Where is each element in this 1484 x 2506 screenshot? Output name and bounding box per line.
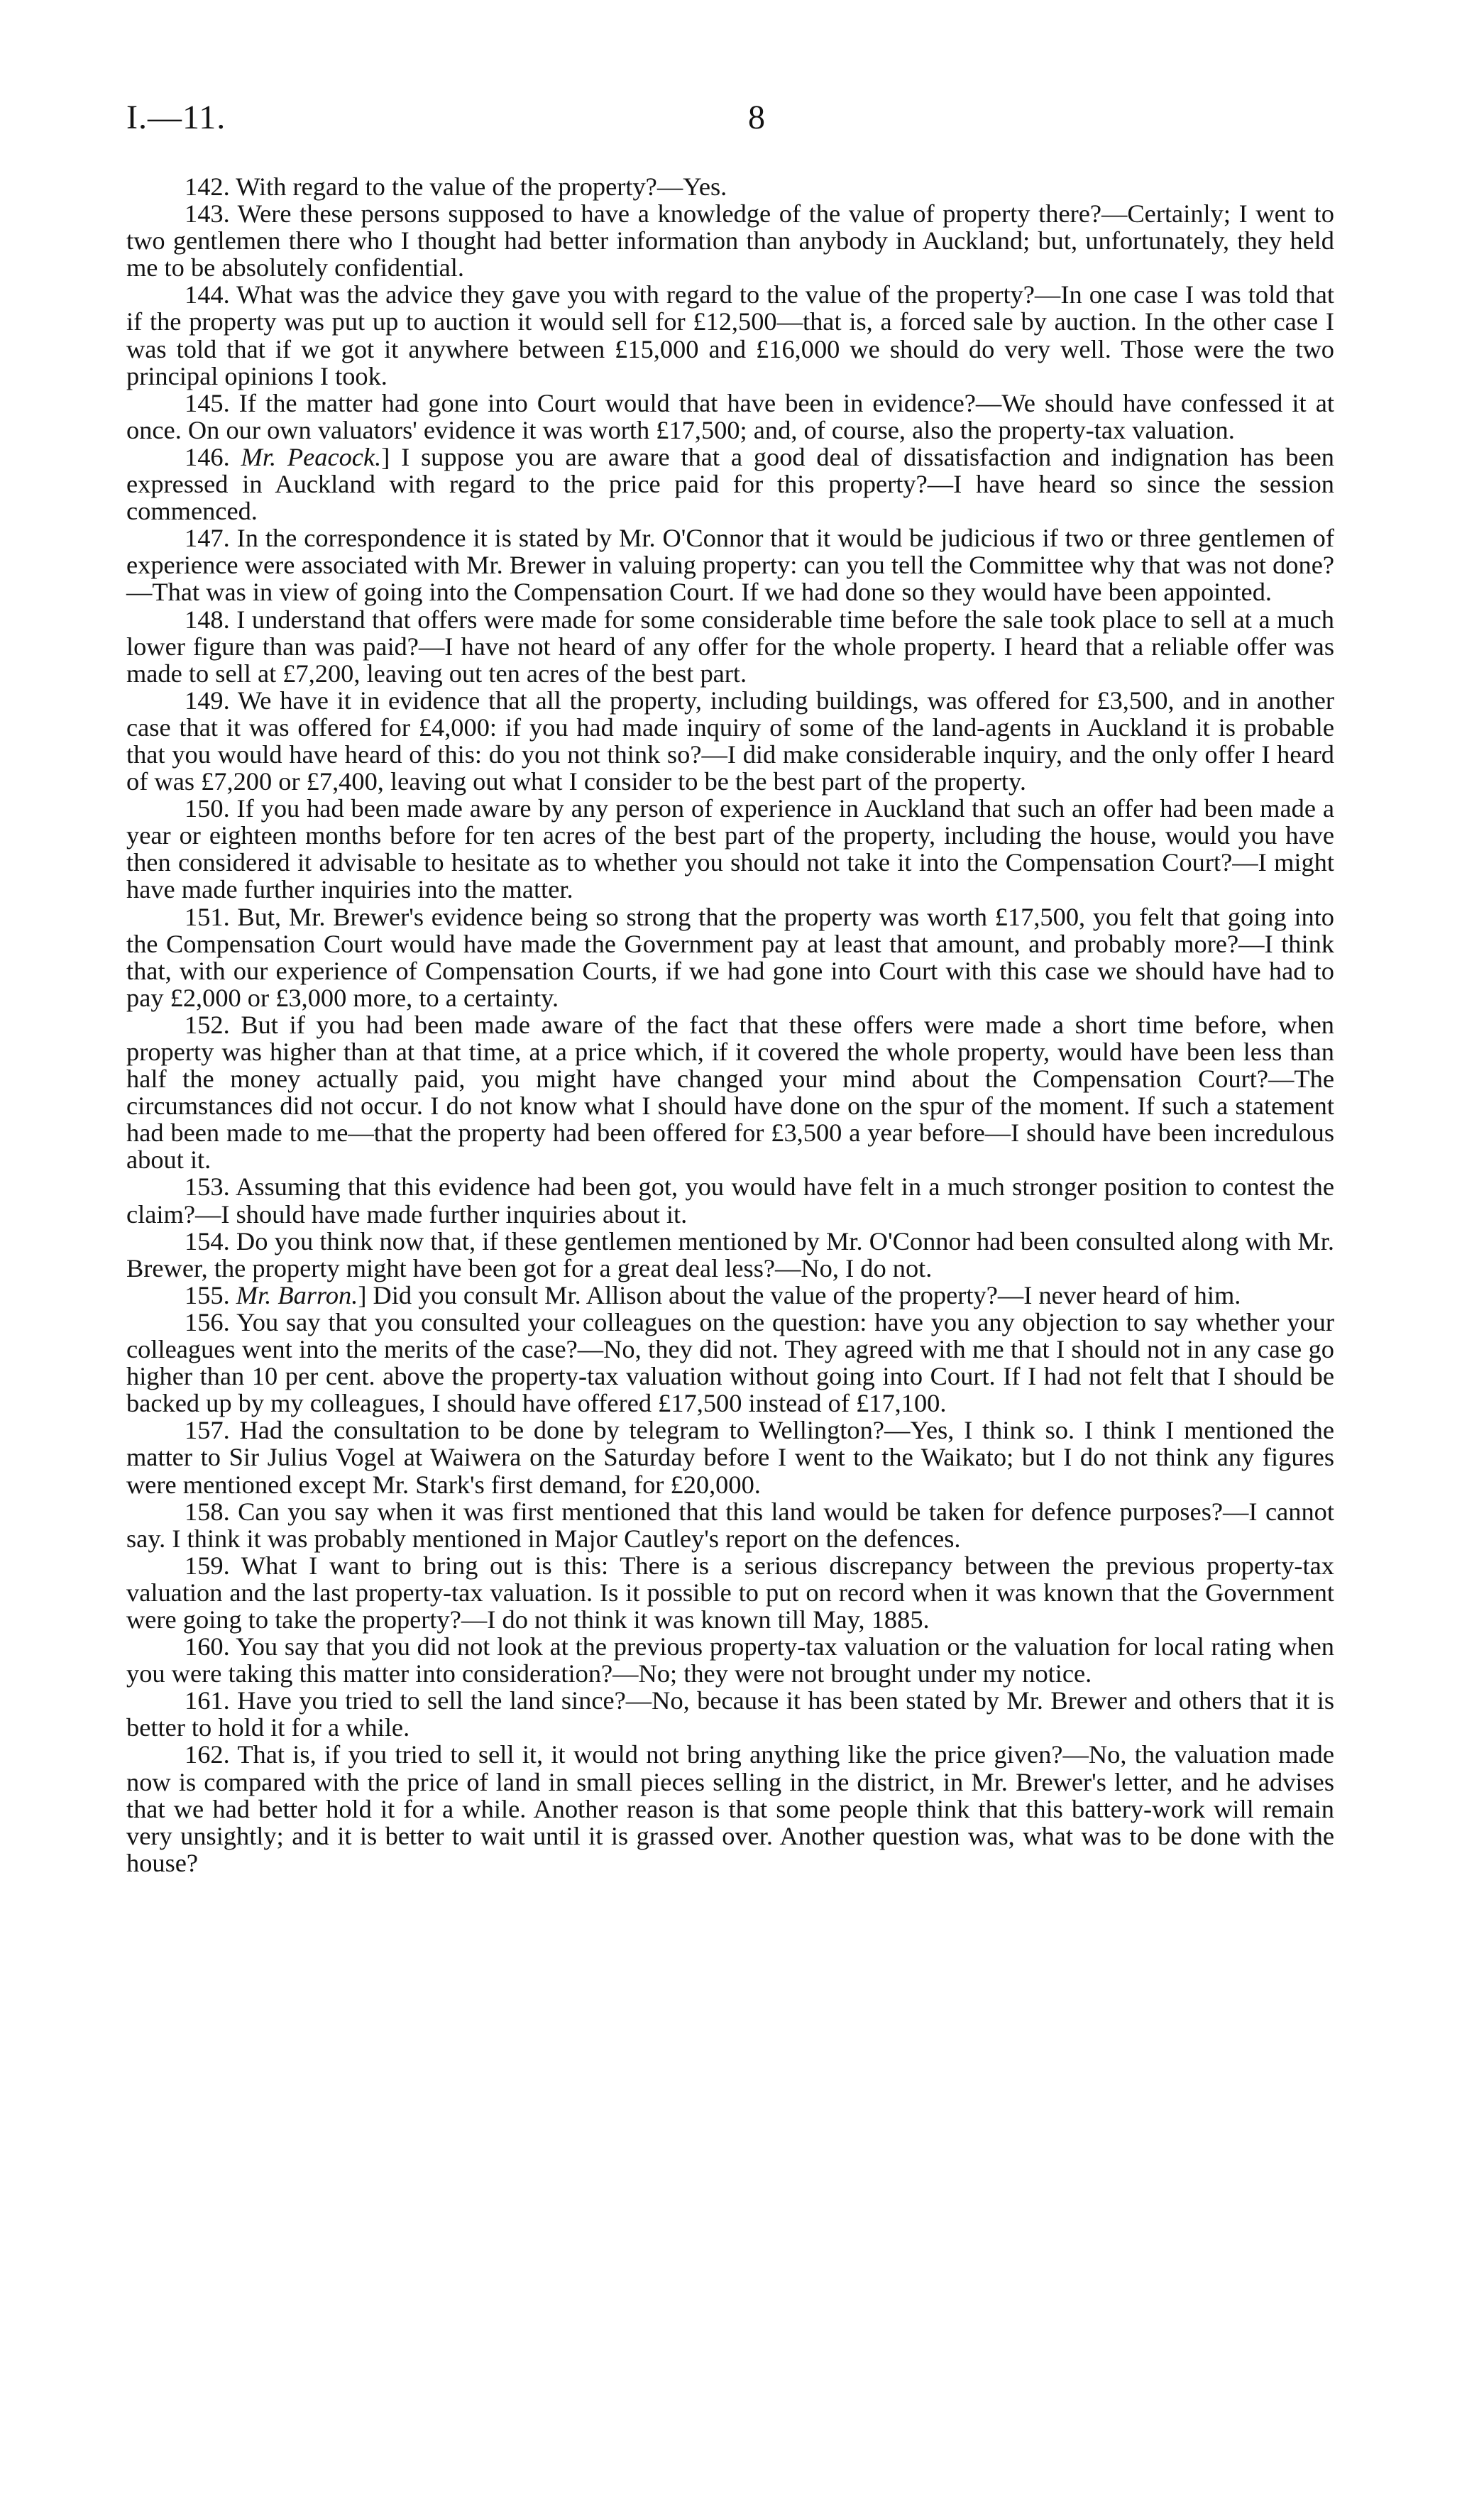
question-160: 160. You say that you did not look at the previous property-tax valuation or the valuation for local rating when you were taking this matter into consideration?—No; they were not brought under my notice. bbox=[126, 1632, 1334, 1688]
question-number: 155. bbox=[185, 1280, 230, 1309]
question-148: 148. I understand that offers were made for some considerable time before the sale took place to sell at a much lower figure than was paid?—I have not heard of any offer for the whole property. I heard that a reliable offer was made to sell at £7,200, leaving out ten acres of the best part. bbox=[126, 605, 1334, 688]
question-150: 150. If you had been made aware by any person of experience in Auckland that such an offer had been made a year or eighteen months before for ten acres of the best part of the property, including the house, would you have then considered it advisable to hesitate as to whether you should not take it into the Compensation Court?—I might have made further inquiries into the matter. bbox=[126, 794, 1334, 904]
question-152: 152. But if you had been made aware of the fact that these offers were made a short time before, when property was higher than at that time, at a price which, if it covered the whole property, would have been less than half the money actually paid, you might have changed your mind about the Compensation Court?—The circumstances did not occur. I do not know what I should have done on the spur of the moment. If such a statement had been made to me—that the property had been offered for £3,500 a year before—I should have been incredulous about it. bbox=[126, 1010, 1334, 1175]
question-161: 161. Have you tried to sell the land since?—No, because it has been stated by Mr. Brewer and others that it is better to hold it for a while. bbox=[126, 1686, 1334, 1742]
question-number: 146. bbox=[185, 442, 230, 471]
question-149: 149. We have it in evidence that all the property, including buildings, was offered for £3,500, and in another case that it was offered for £4,000: if you had made inquiry of some of the land-agents in Auckland it is probable that you would have heard of this: do you not think so?—I did make considerable inquiry, and the only offer I heard of was £7,200 or £7,400, leaving out what I consider to be the best part of the property. bbox=[126, 686, 1334, 796]
speaker-name: Mr. Barron. bbox=[236, 1280, 358, 1309]
document-reference: I.—11. bbox=[126, 99, 226, 136]
question-158: 158. Can you say when it was first mentioned that this land would be taken for defence purposes?—I cannot say. I think it was probably mentioned in Major Cautley's report on the defences. bbox=[126, 1497, 1334, 1553]
question-146 bbox=[126, 444, 1334, 524]
page-header bbox=[126, 98, 1336, 148]
speaker-name: Mr. Peacock. bbox=[241, 442, 382, 471]
question-143: 143. Were these persons supposed to have a knowledge of the value of property there?—Certainly; I went to two gentlemen there who I thought had better information than anybody in Auckland; but, unfortunately, they held me to be absolutely confidential. bbox=[126, 199, 1334, 282]
page-number: 8 bbox=[748, 99, 765, 136]
question-145: 145. If the matter had gone into Court would that have been in evidence?—We should have confessed it at once. On our own valuators' evidence it was worth £17,500; and, of course, also the property-tax valuation. bbox=[126, 388, 1334, 444]
question-151: 151. But, Mr. Brewer's evidence being so strong that the property was worth £17,500, you felt that going into the Compensation Court would have made the Government pay at least that amount, and probably more?—I think that, with our experience of Compensation Courts, if we had gone into Court with this case we should have had to pay £2,000 or £3,000 more, to a certainty. bbox=[126, 902, 1334, 1012]
question-text: ] I suppose you are aware that a good deal of dissatisfaction and indignation has been expressed in Auckland with regard to the price paid for this property?—I have heard so since the session commenced. bbox=[126, 442, 1334, 526]
question-156: 156. You say that you consulted your colleagues on the question: have you any objection to say whether your colleagues went into the merits of the case?—No, they did not. They agreed with me that I should not in any case go higher than 10 per cent. above the property-tax valuation without going into Court. If I had not felt that I should be backed up by my colleagues, I should have offered £17,500 instead of £17,100. bbox=[126, 1307, 1334, 1418]
question-162: 162. That is, if you tried to sell it, it would not bring anything like the price given?—No, the valuation made now is compared with the price of land in small pieces selling in the district, in Mr. Brewer's letter, and he advises that we had better hold it for a while. Another reason is that some people think that this battery-work will remain very unsightly; and it is better to wait until it is grassed over. Another question was, what was to be done with the house? bbox=[126, 1740, 1334, 1877]
minutes-of-evidence bbox=[126, 173, 1334, 1876]
question-157: 157. Had the consultation to be done by telegram to Wellington?—Yes, I think so. I think I mentioned the matter to Sir Julius Vogel at Waiwera on the Saturday before I went to the Waikato; but I do not think any figures were mentioned except Mr. Stark's first demand, for £20,000. bbox=[126, 1416, 1334, 1499]
question-154: 154. Do you think now that, if these gentlemen mentioned by Mr. O'Connor had been consulted along with Mr. Brewer, the property might have been got for a great deal less?—No, I do not. bbox=[126, 1226, 1334, 1282]
question-159: 159. What I want to bring out is this: There is a serious discrepancy between the previous property-tax valuation and the last property-tax valuation. Is it possible to put on record when it was known that the Government were going to take the property?—I do not think it was known till May, 1885. bbox=[126, 1551, 1334, 1634]
question-155 bbox=[126, 1282, 1334, 1309]
question-144: 144. What was the advice they gave you with regard to the value of the property?—In one case I was told that if the property was put up to auction it would sell for £12,500—that is, a forced sale by auction. In the other case I was told that if we got it anywhere between £15,000 and £16,000 we should do very well. Those were the two principal opinions I took. bbox=[126, 280, 1334, 390]
question-142: 142. With regard to the value of the property?—Yes. bbox=[185, 172, 727, 201]
question-153: 153. Assuming that this evidence had been got, you would have felt in a much stronger position to contest the claim?—I should have made further inquiries about it. bbox=[126, 1172, 1334, 1229]
question-147: 147. In the correspondence it is stated by Mr. O'Connor that it would be judicious if two or three gentlemen of experience were associated with Mr. Brewer in valuing property: can you tell the Committee why that was not done?—That was in view of going into the Compensation Court. If we had done so they would have been appointed. bbox=[126, 524, 1334, 607]
question-text: ] Did you consult Mr. Allison about the value of the property?—I never heard of him. bbox=[358, 1280, 1241, 1309]
